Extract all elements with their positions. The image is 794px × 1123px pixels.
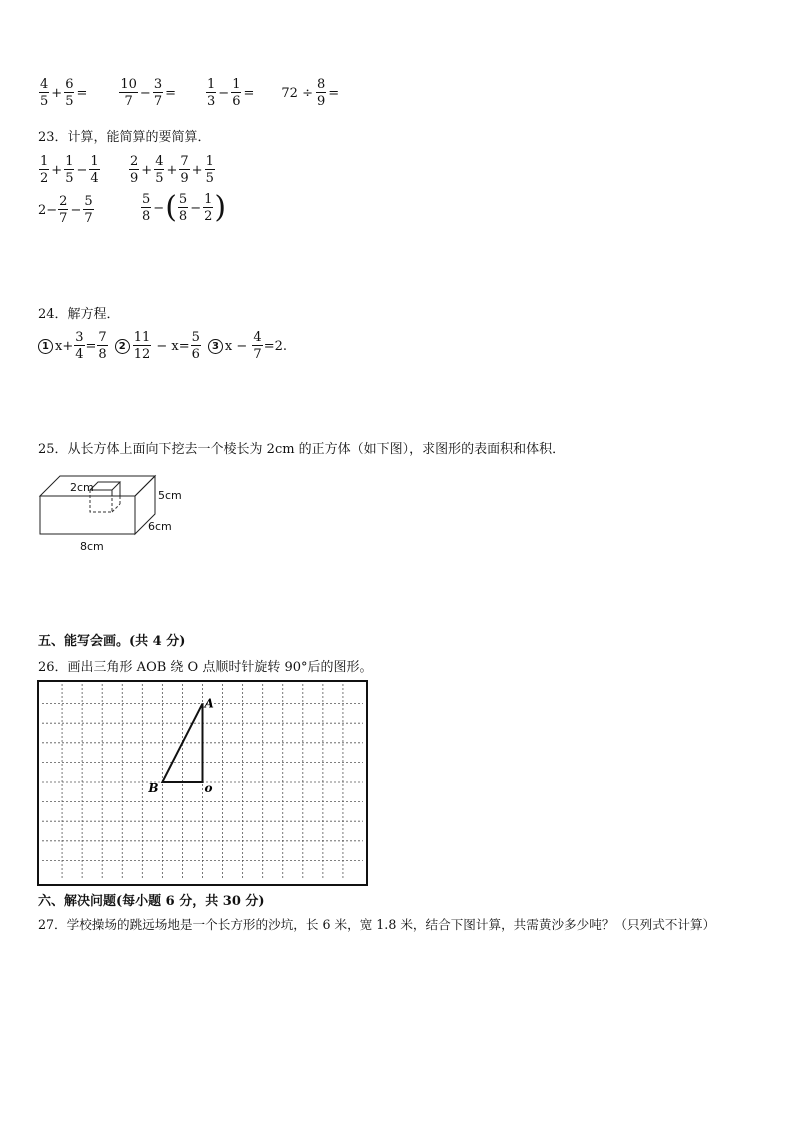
q26-title: 26．画出三角形 AOB 绕 O 点顺时针旋转 90°后的图形。 <box>38 660 373 675</box>
fraction: $\frac{1}{2}$ <box>40 154 49 186</box>
equals-sign: = <box>76 85 88 101</box>
fraction: $\frac{6}{5}$ <box>65 77 74 109</box>
operator: + <box>166 162 178 178</box>
section-6-title: 六、解决问题(每小题 6 分，共 30 分) <box>38 894 265 909</box>
eq2-mid: − x= <box>152 338 190 354</box>
q23-expr-2 <box>128 155 216 185</box>
fraction: $\frac{4}{5}$ <box>155 154 164 186</box>
operator: − <box>70 202 82 218</box>
expr-2 <box>118 78 177 108</box>
fraction: $\frac{1}{3}$ <box>207 77 216 109</box>
fraction: $\frac{5}{8}$ <box>178 192 188 224</box>
triangle-aob <box>162 704 202 782</box>
operator: − <box>153 200 165 216</box>
fraction: $\frac{3}{4}$ <box>75 330 84 362</box>
point-label-a: A <box>204 696 214 711</box>
eq1-lead: x+ <box>55 338 74 354</box>
fraction: $\frac{5}{8}$ <box>142 192 151 224</box>
equals-sign: = <box>328 85 340 101</box>
fraction: $\frac{1}{5}$ <box>205 154 214 186</box>
q23-expr-3 <box>38 195 95 225</box>
q27-title: 27．学校操场的跳远场地是一个长方形的沙坑，长 6 米，宽 1.8 米，结合下图计算，共需黄沙多少吨？（只列式不计算） <box>38 917 716 932</box>
operator: − <box>76 162 88 178</box>
operator: + <box>141 162 153 178</box>
fraction: $\frac{8}{9}$ <box>316 77 326 109</box>
expr-3 <box>205 78 255 108</box>
fraction: $\frac{4}{5}$ <box>40 77 49 109</box>
operator: − <box>218 85 230 101</box>
cube-hole-top <box>90 482 120 490</box>
q23-title: 23．计算，能简算的要简算． <box>38 130 211 145</box>
equals-sign: = <box>165 85 177 101</box>
operator: + <box>51 162 63 178</box>
operator: − <box>190 200 202 216</box>
fraction: $\frac{1}{5}$ <box>65 154 74 186</box>
expr-lead: 72 ÷ <box>281 85 313 101</box>
height-label: 5cm <box>158 489 182 502</box>
fraction: $\frac{1}{2}$ <box>204 192 213 224</box>
circled-number-3: 3 <box>208 339 223 354</box>
cube-edge-label: 2cm <box>70 481 94 494</box>
left-paren: ( <box>165 190 177 225</box>
expr-lead: 2− <box>38 202 58 218</box>
fraction: $\frac{3}{7}$ <box>153 77 163 109</box>
fraction: $\frac{5}{7}$ <box>84 194 93 226</box>
circled-number-1: 1 <box>38 339 53 354</box>
eq1-mid: = <box>85 338 97 354</box>
operator: − <box>139 85 151 101</box>
fraction: $\frac{7}{8}$ <box>98 330 107 362</box>
operator: + <box>191 162 203 178</box>
depth-label: 6cm <box>148 520 172 533</box>
q23-expr-1 <box>38 155 101 185</box>
equals-sign: = <box>243 85 255 101</box>
cuboid-front-face <box>40 496 135 534</box>
expr-4 <box>281 78 340 108</box>
cube-hole-hidden-edge <box>112 504 120 512</box>
fraction: $\frac{1}{4}$ <box>90 154 99 186</box>
operator: + <box>51 85 63 101</box>
fraction: $\frac{2}{7}$ <box>59 194 68 226</box>
eq3-tail: =2. <box>263 338 287 354</box>
point-label-b: B <box>148 781 159 795</box>
length-label: 8cm <box>80 540 104 553</box>
fraction: $\frac{11}{12}$ <box>133 330 151 362</box>
eq3-lead: x − <box>224 338 252 354</box>
q24-equations <box>38 331 287 361</box>
point-label-o: o <box>204 781 213 795</box>
fraction: $\frac{4}{7}$ <box>253 330 262 362</box>
fraction: $\frac{1}{6}$ <box>232 77 241 109</box>
fraction: $\frac{7}{9}$ <box>180 154 189 186</box>
arith-row <box>38 78 340 108</box>
fraction: $\frac{5}{6}$ <box>191 330 200 362</box>
q24-title: 24．解方程． <box>38 307 120 322</box>
q23-expr-4 <box>140 190 227 225</box>
right-paren: ) <box>214 190 227 225</box>
expr-1 <box>38 78 88 108</box>
fraction: $\frac{2}{9}$ <box>130 154 139 186</box>
fraction: $\frac{10}{7}$ <box>120 77 137 109</box>
circled-number-2: 2 <box>115 339 130 354</box>
cuboid-figure <box>36 474 196 554</box>
section-5-title: 五、能写会画。(共 4 分) <box>38 634 186 649</box>
q25-title: 25．从长方体上面向下挖去一个棱长为 2cm 的正方体（如下图），求图形的表面积和体积． <box>38 442 566 457</box>
rotation-grid <box>37 680 368 886</box>
